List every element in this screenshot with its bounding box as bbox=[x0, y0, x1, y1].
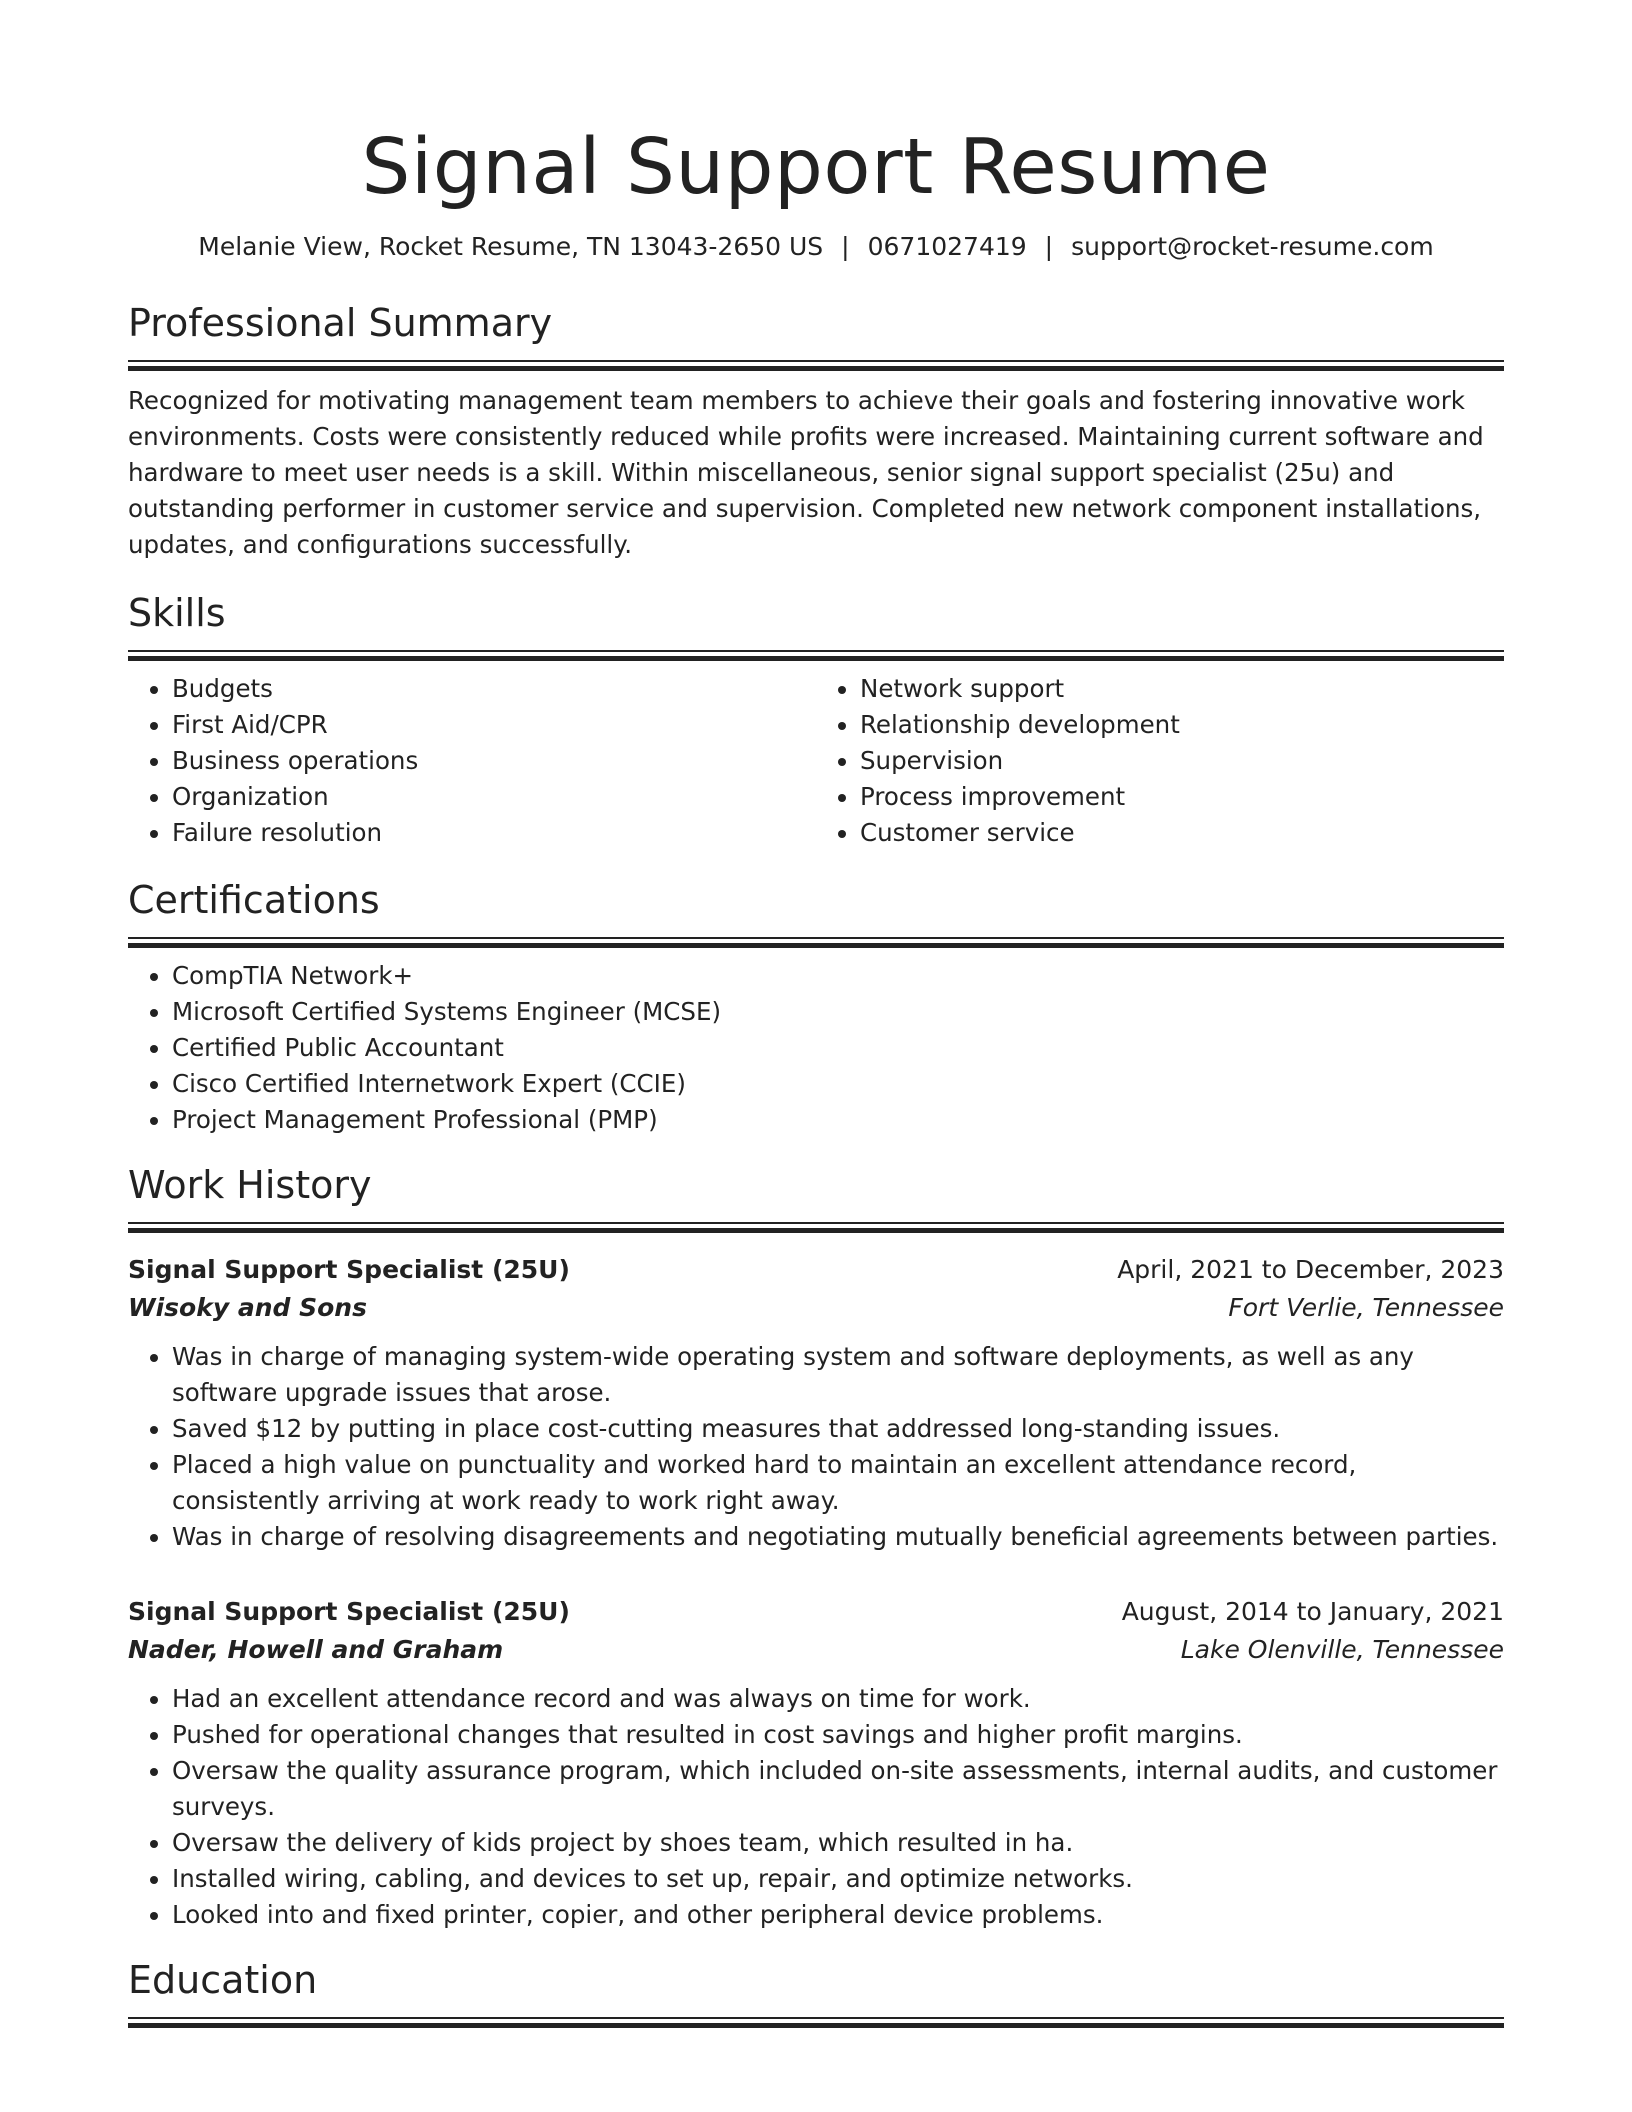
job-bullet: • Looked into and fixed printer, copier, and other peripheral device problems. bbox=[172, 1897, 1504, 1933]
skill-item: • Supervision bbox=[860, 743, 1504, 779]
certification-item: • Certified Public Accountant bbox=[172, 1030, 1504, 1066]
education-section bbox=[128, 1955, 1504, 2028]
section-heading-education: Education bbox=[128, 1957, 318, 2002]
contact-line bbox=[128, 230, 1504, 264]
job-dates: August, 2014 to January, 2021 bbox=[1121, 1596, 1504, 1626]
job-bullet: • Saved $12 by putting in place cost-cutting measures that addressed long-standing issues. bbox=[172, 1411, 1504, 1447]
job-dates: April, 2021 to December, 2023 bbox=[1117, 1254, 1504, 1284]
skill-item: • Business operations bbox=[172, 743, 816, 779]
certifications-section bbox=[128, 875, 1504, 1138]
section-heading-work-history: Work History bbox=[128, 1162, 372, 1207]
skill-item: • Organization bbox=[172, 779, 816, 815]
skill-item: • Budgets bbox=[172, 671, 816, 707]
skills-columns bbox=[128, 671, 1504, 851]
contact-phone: 0671027419 bbox=[867, 232, 1027, 261]
section-heading-skills: Skills bbox=[128, 590, 226, 635]
certifications-list bbox=[128, 958, 1504, 1138]
skill-item: • First Aid/CPR bbox=[172, 707, 816, 743]
summary-section bbox=[128, 298, 1504, 563]
section-divider bbox=[128, 360, 1504, 371]
section-heading-certifications: Certifications bbox=[128, 877, 380, 922]
job-company-row bbox=[128, 1289, 1504, 1327]
contact-address: Melanie View, Rocket Resume, TN 13043-2650 US bbox=[198, 232, 824, 261]
job-bullet: • Was in charge of managing system-wide operating system and software deployments, as well as any software upgrade issues that arose. bbox=[172, 1339, 1504, 1411]
job-entry bbox=[128, 1593, 1504, 1933]
job-location: Fort Verlie, Tennessee bbox=[1228, 1292, 1504, 1322]
job-company: Wisoky and Sons bbox=[128, 1292, 367, 1322]
certification-item: • Project Management Professional (PMP) bbox=[172, 1102, 1504, 1138]
certification-item: • CompTIA Network+ bbox=[172, 958, 1504, 994]
job-header-row bbox=[128, 1593, 1504, 1631]
job-bullet: • Was in charge of resolving disagreements and negotiating mutually beneficial agreements between parties. bbox=[172, 1519, 1504, 1555]
job-title: Signal Support Specialist (25U) bbox=[128, 1254, 570, 1284]
job-entry bbox=[128, 1251, 1504, 1555]
job-bullet: • Had an excellent attendance record and was always on time for work. bbox=[172, 1681, 1504, 1717]
job-company: Nader, Howell and Graham bbox=[128, 1634, 504, 1664]
skill-item: • Customer service bbox=[860, 815, 1504, 851]
skills-list-right bbox=[816, 671, 1504, 851]
skills-section bbox=[128, 588, 1504, 851]
summary-text: Recognized for motivating management team members to achieve their goals and fostering innovative work environments. Costs were consistently reduced while profits were increased. Maintaining current software and hardware to meet user needs is a skill. Within miscellaneous, senior signal support specialist (25u) and outstanding performer in customer service and supervision. Completed new network component installations, updates, and configurations successfully. bbox=[128, 386, 1484, 559]
skill-item: • Process improvement bbox=[860, 779, 1504, 815]
job-bullet: • Placed a high value on punctuality and worked hard to maintain an excellent attendance record, consistently arriving at work ready to work right away. bbox=[172, 1447, 1504, 1519]
section-divider bbox=[128, 1222, 1504, 1233]
job-company-row bbox=[128, 1631, 1504, 1669]
section-divider bbox=[128, 937, 1504, 948]
section-divider bbox=[128, 650, 1504, 661]
job-location: Lake Olenville, Tennessee bbox=[1180, 1634, 1504, 1664]
section-heading-summary: Professional Summary bbox=[128, 301, 553, 345]
job-header-row bbox=[128, 1251, 1504, 1289]
skill-item: • Relationship development bbox=[860, 707, 1504, 743]
certification-item: • Microsoft Certified Systems Engineer (MCSE) bbox=[172, 994, 1504, 1030]
skills-list-left bbox=[128, 671, 816, 851]
skill-item: • Network support bbox=[860, 671, 1504, 707]
certification-item: • Cisco Certified Internetwork Expert (CCIE) bbox=[172, 1066, 1504, 1102]
job-bullet: • Oversaw the quality assurance program, which included on-site assessments, internal audits, and customer surveys. bbox=[172, 1753, 1504, 1825]
job-title: Signal Support Specialist (25U) bbox=[128, 1596, 570, 1626]
contact-separator: | bbox=[1044, 232, 1054, 261]
job-bullet: • Installed wiring, cabling, and devices to set up, repair, and optimize networks. bbox=[172, 1861, 1504, 1897]
section-divider bbox=[128, 2017, 1504, 2028]
contact-separator: | bbox=[841, 232, 850, 261]
job-bullet: • Oversaw the delivery of kids project by shoes team, which resulted in ha. bbox=[172, 1825, 1504, 1861]
job-bullet: • Pushed for operational changes that resulted in cost savings and higher profit margins. bbox=[172, 1717, 1504, 1753]
job-bullets bbox=[128, 1681, 1504, 1933]
resume-title: Signal Support Resume bbox=[361, 123, 1271, 212]
job-bullets bbox=[128, 1339, 1504, 1555]
skill-item: • Failure resolution bbox=[172, 815, 816, 851]
contact-email: support@rocket-resume.com bbox=[1071, 232, 1434, 261]
work-history-section bbox=[128, 1160, 1504, 1933]
